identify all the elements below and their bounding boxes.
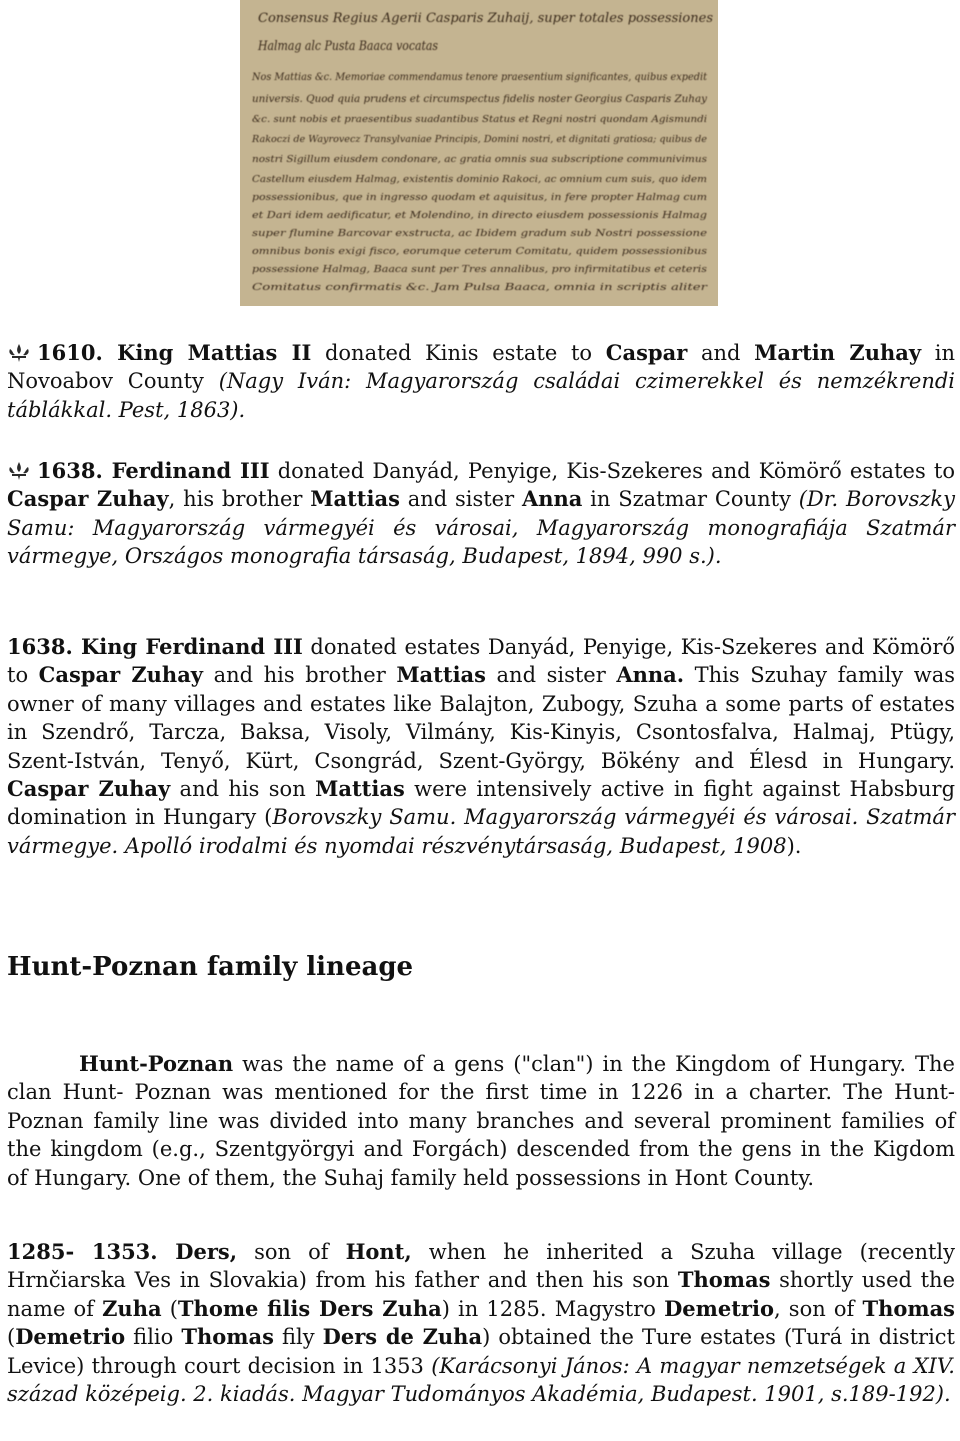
manuscript-svg: [240, 0, 718, 306]
paragraph-1638-a: [7, 457, 955, 571]
text-run: was the name of a gens ("clan") in the Kingdom of Hungary. The clan Hunt- Poznan was mentioned for the first time in 1226 in a charter. The Hunt-Poznan family line was divided into many branches and several prominent families of the kingdom (e.g., Szentgyörgyi and Forgách) descended from the gens in the Kigdom of Hungary. One of them, the Suhaj family held possessions in Hont County.: [7, 1052, 955, 1190]
text-run: Demetrio: [664, 1295, 774, 1321]
manuscript-line: &c. sunt nobis et praesentibus suadantibus Status et Regni nostri quondam Agismundi: [252, 114, 707, 125]
text-run: donated Kinis estate to: [311, 341, 606, 365]
manuscript-line: et Dari idem aedificatur, et Molendino, in directo eiusdem possessionis Halmag: [252, 210, 707, 221]
fleur-de-lis-icon: [7, 461, 31, 481]
text-run: Caspar Zuhay: [38, 662, 204, 688]
text-run: 1638. Ferdinand III: [37, 458, 270, 483]
text-run: and his brother: [203, 663, 397, 688]
manuscript-line: nostri Sigillum eiusdem condonare, ac gratia omnis sua subscriptione communivimus: [252, 154, 708, 165]
text-run: (: [7, 1325, 16, 1350]
manuscript-line: Rakoczi de Wayrovecz Transylvaniae Principis, Domini nostri, et dignitati gratiosa; quibus de: [250, 134, 708, 145]
text-run: , his brother: [168, 487, 311, 512]
text-run: ) obtained the Ture estates (Turá in district Levice) through court decision in 1353: [7, 1325, 955, 1378]
text-run: ).: [786, 833, 802, 858]
text-run: Thomas: [181, 1324, 274, 1350]
text-run: Mattias: [310, 486, 400, 512]
text-run: Zuha: [102, 1295, 162, 1321]
text-run: Anna.: [616, 662, 685, 688]
manuscript-line: Consensus Regius Agerii Casparis Zuhaij, super totales possessiones: [258, 11, 714, 26]
text-run: (Karácsonyi János: A magyar nemzetségek a XIV. század középeig. 2. kiadás. Magyar Tudományos Akadémia, Budapest. 1901, s.189-192).: [7, 1353, 955, 1407]
paragraph-1610: [7, 339, 955, 424]
text-run: Caspar Zuhay: [7, 776, 171, 802]
text-run: and: [687, 341, 755, 365]
paragraph-text: [7, 1052, 955, 1190]
manuscript-line: possessionibus, que in ingresso quodam et aquisitus, in fere propter Halmag cum: [252, 192, 707, 203]
text-run: 1285- 1353. Ders,: [7, 1239, 238, 1264]
manuscript-line: super flumine Barcovar exstructa, ac Ibidem gradum sub Nostri possessione: [252, 228, 708, 239]
text-run: donated estates Danyád, Penyige, Kis-Szekeres and Kömörő to: [7, 635, 955, 688]
paragraph-text: [7, 459, 955, 568]
text-run: Martin Zuhay: [754, 340, 922, 365]
text-run: Mattias: [396, 662, 486, 688]
text-run: Anna: [521, 486, 583, 512]
text-run: Thomas: [677, 1267, 771, 1293]
text-run: in Novoabov County: [7, 341, 956, 394]
text-run: filio: [125, 1325, 182, 1350]
text-run: (: [161, 1296, 178, 1321]
text-run: and his son: [170, 777, 316, 802]
text-run: 1638. King Ferdinand III: [7, 634, 303, 659]
manuscript-line: universis. Quod quia prudens et circumspectus fidelis noster Georgius Casparis Zuhay: [252, 94, 708, 105]
section-heading: Hunt-Poznan family lineage: [7, 952, 414, 982]
text-run: Hunt-Poznan: [79, 1051, 234, 1076]
text-run: ) in 1285. Magystro: [441, 1296, 665, 1321]
text-run: Demetrio: [15, 1324, 126, 1350]
paragraph-1638-b: [7, 633, 955, 860]
text-run: Thome filis Ders Zuha: [177, 1295, 442, 1321]
text-run: Ders de Zuha: [322, 1324, 483, 1350]
paragraph-text: [7, 1240, 955, 1406]
text-run: (Dr. Borovszky Samu: Magyarország vármegyéi és városai, Magyarország monografiája Szatmár vármegye, Országos monografia társaság, Budapest, 1894, 990 s.).: [7, 487, 955, 569]
text-run: This Szuhay family was owner of many villages and estates like Balajton, Zubogy, Szuha a some parts of estates in Szendrő, Tarcza, Baksa, Visoly, Vilmány, Kis-Kinyis, Csontosfalva, Halmaj, Ptügy, Szent-István, Tenyő, Kürt, Csongrád, Szent-György, Bökény and Élesd in Hungary.: [7, 663, 955, 773]
text-run: were intensively active in fight against Habsburg domination in Hungary (: [7, 777, 956, 830]
manuscript-line: Halmag alc Pusta Baaca vocatas: [257, 39, 439, 54]
manuscript-line: possessione Halmag, Baaca sunt per Tres annalibus, pro infirmitatibus et ceteris: [252, 264, 708, 275]
paragraph-text: [7, 341, 955, 422]
text-run: and sister: [399, 487, 522, 512]
text-run: in Szatmar County: [582, 487, 799, 512]
fleur-de-lis-icon: [7, 343, 31, 363]
text-run: , son of: [773, 1296, 863, 1321]
text-run: fily: [273, 1325, 323, 1350]
manuscript-line: Nos Mattias &c. Memoriae commendamus tenore praesentium significantes, quibus expedit: [251, 72, 708, 83]
text-run: Borovszky Samu. Magyarország vármegyéi és városai. Szatmár vármegye. Apolló irodalmi és nyomdai részvénytársaság, Budapest, 1908: [7, 805, 955, 858]
paragraph-text: [7, 635, 955, 858]
text-run: Mattias: [315, 776, 405, 802]
manuscript-line: Castellum eiusdem Halmag, existentis dominio Rakoci, ac omnium cum suis, quo idem: [252, 174, 707, 185]
text-run: shortly used the name of: [7, 1268, 956, 1321]
text-run: and sister: [485, 663, 617, 688]
manuscript-image: [240, 0, 718, 306]
manuscript-line: omnibus bonis exigi fisco, eorumque ceterum Comitatu, quidem possessionibus: [252, 246, 708, 257]
text-run: Caspar: [605, 340, 688, 365]
text-run: donated Danyád, Penyige, Kis-Szekeres and Kömörő estates to: [269, 459, 955, 483]
text-run: Caspar Zuhay: [7, 486, 169, 512]
text-run: 1610. King Mattias II: [37, 340, 312, 365]
paragraph-hunt-poznan: [7, 1050, 955, 1192]
manuscript-line: Comitatus confirmatis &c. Jam Pulsa Baaca, omnia in scriptis aliter: [252, 282, 710, 293]
text-run: Thomas: [862, 1295, 956, 1321]
text-run: (Nagy Iván: Magyarország családai czimerekkel és nemzékrendi táblákkal. Pest, 1863).: [7, 369, 955, 422]
text-run: Hont,: [345, 1239, 412, 1264]
text-run: son of: [237, 1240, 346, 1264]
text-run: when he inherited a Szuha village (recently Hrnčiarska Ves in Slovakia) from his father and then his son: [7, 1240, 955, 1293]
paragraph-1285: [7, 1238, 955, 1408]
